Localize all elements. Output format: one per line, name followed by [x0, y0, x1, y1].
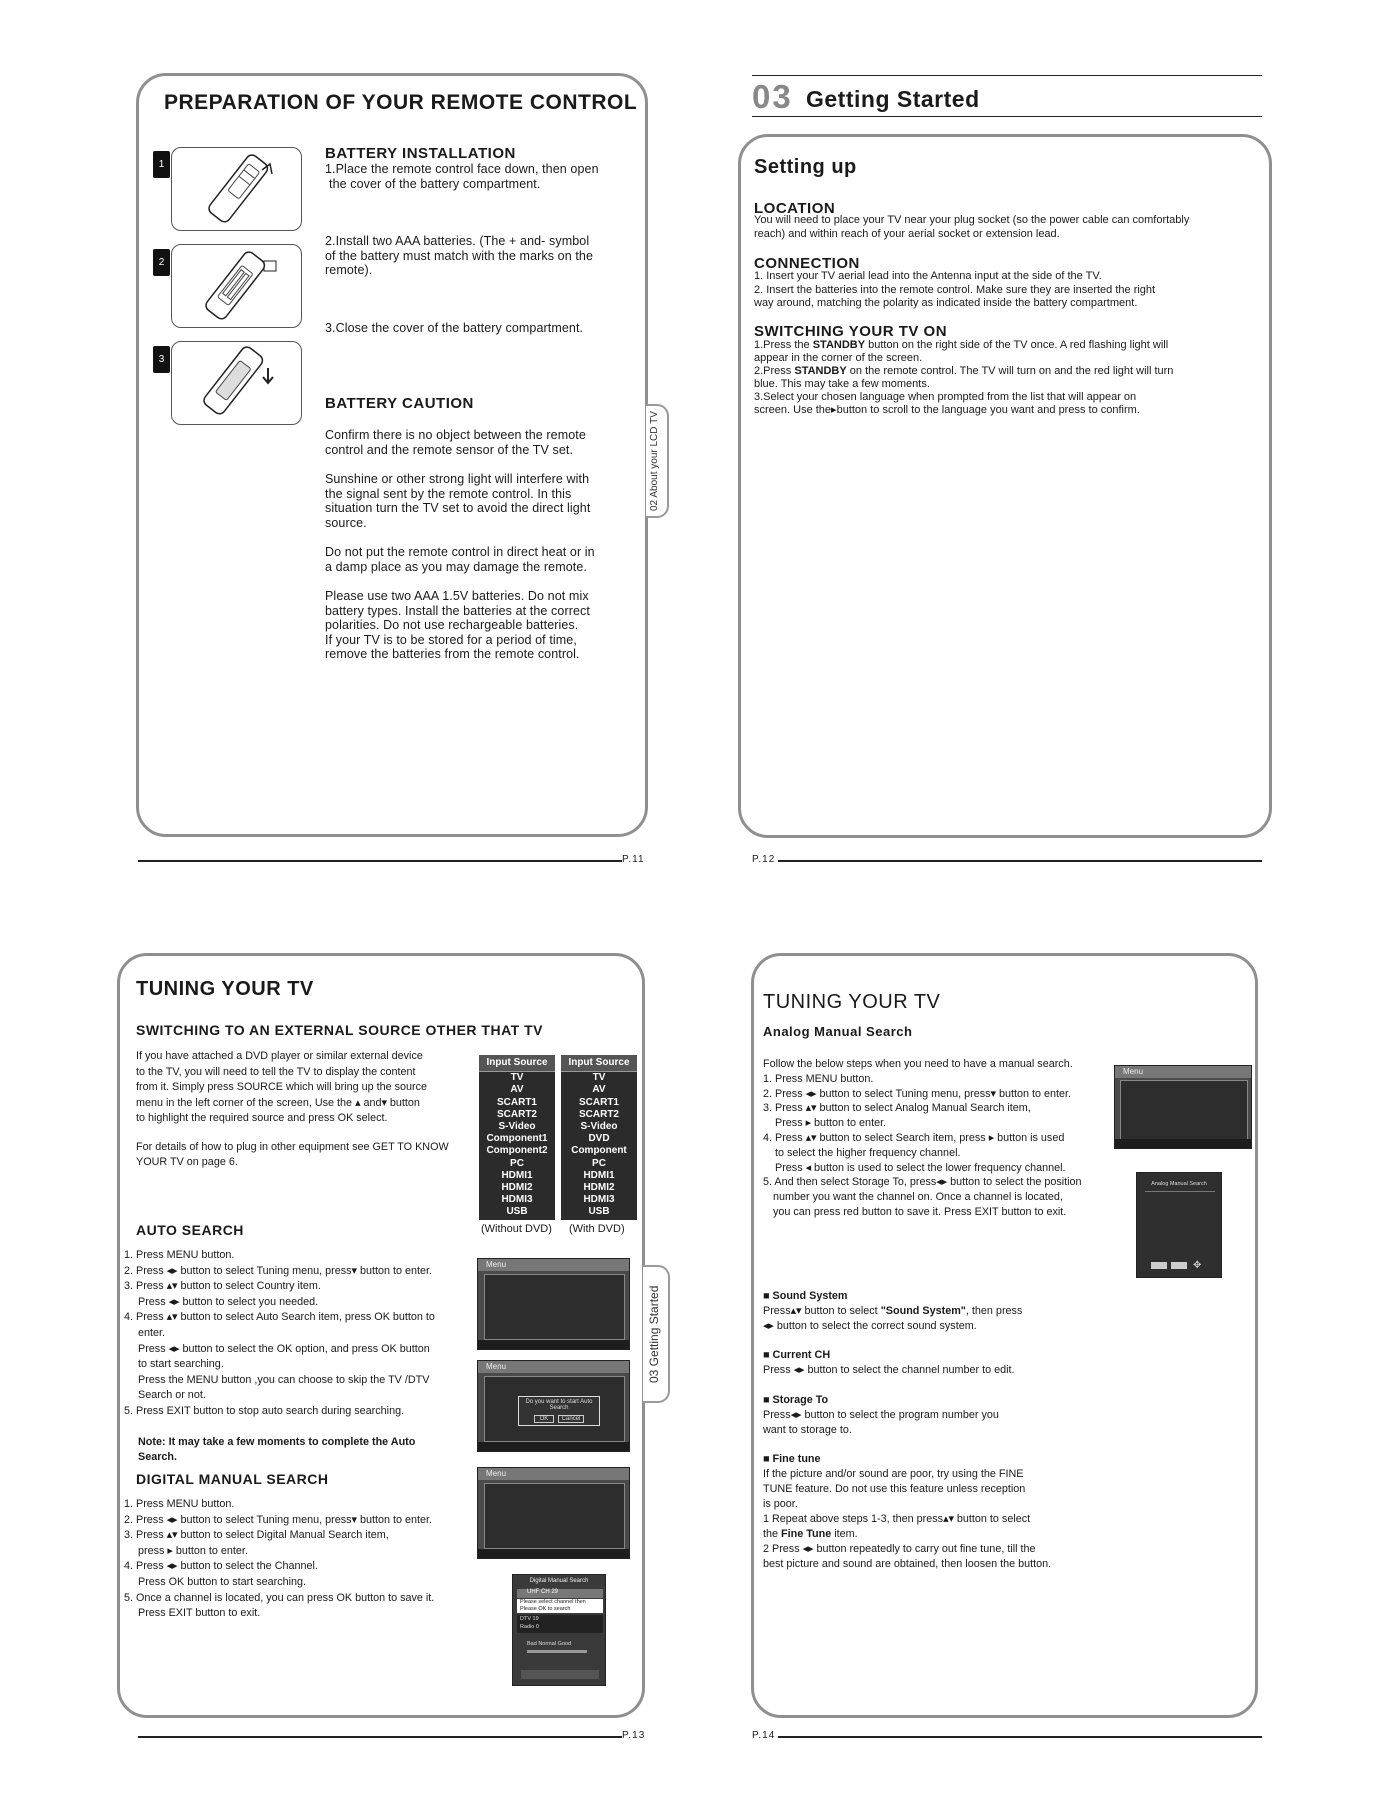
up-down-arrows-icon: ▴▾ — [166, 1529, 178, 1542]
input-source-menu-with-dvd: Input Source TV AV SCART1 SCART2 S-Video DVD Component PC HDMI1 HDMI2 HDMI3 USB — [561, 1055, 637, 1220]
remote-illustration-1 — [171, 147, 302, 231]
step-tag-1: 1 — [153, 151, 170, 178]
tuning-menu-screenshot-2: Menu — [477, 1467, 630, 1559]
input-source-item[interactable]: HDMI2 — [583, 1182, 615, 1194]
left-right-arrows-icon: ◂▸ — [763, 1320, 774, 1332]
page-13-number: P.13 — [622, 1730, 646, 1741]
left-right-arrows-icon: ◂▸ — [166, 1560, 178, 1573]
page-14-footer-rule — [778, 1736, 1262, 1738]
input-source-item[interactable]: Component1 — [486, 1133, 548, 1145]
input-source-item[interactable]: PC — [510, 1157, 524, 1169]
input-source-item[interactable]: S-Video — [498, 1121, 536, 1133]
left-right-arrows-icon: ◂▸ — [168, 1342, 180, 1355]
input-source-item[interactable]: USB — [588, 1206, 610, 1218]
caption-without-dvd: (Without DVD) — [481, 1223, 552, 1235]
up-down-arrows-icon: ▴▾ — [166, 1311, 178, 1324]
connection-heading: CONNECTION — [754, 255, 860, 272]
left-right-arrows-icon: ◂▸ — [790, 1409, 802, 1421]
fine-tune-section: ■ Fine tune If the picture and/or sound are poor, try using the FINE TUNE feature. Do not use this feature unless reception is poor. 1 Repeat above steps 1-3, then press▴▾ button to select the Fine Tune item. 2 Press ◂▸ button repeatedly to carry out fine tune, till the best picture and sound are obtained, then loosen the button. — [763, 1453, 1052, 1570]
down-arrow-icon: ▾ — [990, 1087, 996, 1100]
down-arrow-icon: ▾ — [381, 1096, 387, 1109]
side-tab-label: 02 About your LCD TV — [649, 411, 660, 511]
battery-caution-text: Confirm there is no object between the remote control and the remote sensor of the TV set. Sunshine or other strong light will interfere with the signal sent by the remote control. In this situation turn the TV set to avoid the direct light source. Do not put the remote control in direct heat or in a damp place as you may damage the remote. Please use two AAA 1.5V batteries. Do not mix battery types. Install the batteries at the correct polarities. Do not use rechargeable batteries. If your TV is to be stored for a period of time, remove the batteries from the remote control. — [325, 428, 595, 661]
down-arrow-icon: ▾ — [351, 1264, 357, 1277]
remote-illustration-3 — [171, 341, 302, 425]
left-right-arrows-icon: ◂▸ — [802, 1543, 814, 1555]
input-source-item[interactable]: SCART1 — [496, 1096, 537, 1108]
left-right-arrows-icon: ◂▸ — [793, 1364, 805, 1376]
input-source-item[interactable]: HDMI3 — [583, 1194, 615, 1206]
battery-caution-heading: BATTERY CAUTION — [325, 395, 474, 412]
connection-text: 1. Insert your TV aerial lead into the Antenna input at the side of the TV. 2. Insert the batteries into the remote control. Make sure they are inserted the right way around, matching the polarity as indicated inside the battery compartment. — [754, 270, 1156, 309]
left-right-arrows-icon: ◂▸ — [936, 1176, 948, 1189]
input-source-item[interactable]: Component — [571, 1145, 627, 1157]
left-right-arrows-icon: ◂▸ — [168, 1295, 180, 1308]
left-right-arrows-icon: ◂▸ — [166, 1513, 178, 1526]
location-text: You will need to place your TV near your plug socket (so the power cable can comfortably reach) and within reach of your aerial socket or extension lead. — [754, 214, 1190, 240]
external-source-text: If you have attached a DVD player or similar external device to the TV, you will need to tell the TV to display the content from it. Simply press SOURCE which will bring up the source menu in the left corner of the screen, Use the ▴ and▾ button to highlight the required source and press OK select. For details of how to plug in other equipment see GET TO KNOW YOUR TV on page 6. — [136, 1050, 449, 1168]
left-arrow-icon: ◂ — [805, 1161, 812, 1174]
input-source-menu-without-dvd: Input Source TV AV SCART1 SCART2 S-Video Component1 Component2 PC HDMI1 HDMI2 HDMI3 USB — [479, 1055, 555, 1220]
input-source-item[interactable]: AV — [510, 1084, 524, 1096]
input-source-item[interactable]: HDMI2 — [501, 1182, 533, 1194]
step-tag-3: 3 — [153, 346, 170, 373]
page-12-number: P.12 — [752, 854, 776, 865]
digital-manual-search-screenshot: Digital Manual Search UHF CH 29 Please select channel then Please OK to search DTV 19 Radio 0 Bad Normal Good — [512, 1574, 606, 1686]
remote-icon — [172, 245, 303, 329]
right-arrow-icon: ▸ — [831, 404, 837, 416]
switching-heading: SWITCHING YOUR TV ON — [754, 323, 948, 340]
input-source-item[interactable]: S-Video — [580, 1121, 618, 1133]
input-source-item[interactable]: HDMI3 — [501, 1194, 533, 1206]
current-ch-section: ■ Current CH Press ◂▸ button to select the channel number to edit. — [763, 1349, 1015, 1376]
input-source-item[interactable]: AV — [592, 1084, 606, 1096]
remote-icon — [172, 342, 303, 426]
setting-up-title: Setting up — [754, 156, 857, 178]
auto-search-heading: AUTO SEARCH — [136, 1222, 244, 1238]
input-source-item[interactable]: HDMI1 — [501, 1169, 533, 1181]
right-arrow-icon: ▸ — [805, 1117, 812, 1130]
analog-manual-search-heading: Analog Manual Search — [763, 1024, 913, 1039]
input-source-item[interactable]: TV — [510, 1072, 524, 1084]
analog-manual-search-steps: Follow the below steps when you need to have a manual search. 1. Press MENU button. 2. Press ◂▸ button to select Tuning menu, press▾ button to enter. 3. Press ▴▾ button to select Analog Manual Search item, Press ▸ button to enter. 4. Press ▴▾ button to select Search item, press ▸ button is used to select the higher frequency channel. Press ◂ button is used to select the lower frequency channel. 5. And then select Storage To, press◂▸ button to select the position number you want the channel on. Once a channel is located, you can press red button to save it. Press EXIT button to exit. — [763, 1058, 1082, 1218]
external-source-heading: SWITCHING TO AN EXTERNAL SOURCE OTHER THAT TV — [136, 1022, 543, 1038]
down-arrow-icon: ▾ — [351, 1513, 357, 1526]
input-source-item[interactable]: TV — [592, 1072, 606, 1084]
tuning-menu-screenshot-1: Menu — [477, 1258, 630, 1350]
location-heading: LOCATION — [754, 200, 836, 217]
page-13-footer-rule — [138, 1736, 622, 1738]
up-down-arrows-icon: ▴▾ — [805, 1102, 817, 1115]
digital-manual-search-steps: 1. Press MENU button. 2. Press ◂▸ button to select Tuning menu, press▾ button to enter. 3. Press ▴▾ button to select Digital Manual Search item, press ▸ button to enter. 4. Press ◂▸ button to select the Channel. Press OK button to start searching. 5. Once a channel is located, you can press OK button to save it. Press EXIT button to exit. — [124, 1498, 435, 1620]
page-11-title: PREPARATION OF YOUR REMOTE CONTROL — [164, 91, 638, 114]
right-arrow-icon: ▸ — [167, 1544, 173, 1557]
left-right-arrows-icon: ◂▸ — [805, 1087, 817, 1100]
sound-system-section: ■ Sound System Press▴▾ button to select "Sound System", then press ◂▸ button to select the correct sound system. — [763, 1290, 1023, 1332]
page-12-top-rule — [752, 75, 1262, 76]
side-tab-label: 03 Getting Started — [647, 1285, 661, 1383]
right-arrow-icon: ▸ — [988, 1131, 995, 1144]
page-12-header-rule — [752, 116, 1262, 117]
up-down-arrows-icon: ▴▾ — [805, 1131, 817, 1144]
page-12-footer-rule — [778, 860, 1262, 862]
cancel-option[interactable]: Cancel — [558, 1415, 585, 1423]
analog-menu-screenshot: Menu — [1114, 1065, 1252, 1149]
page-14-title: TUNING YOUR TV — [763, 991, 941, 1013]
input-source-item[interactable]: USB — [506, 1206, 528, 1218]
page-13-title: TUNING YOUR TV — [136, 978, 314, 1000]
digital-manual-search-heading: DIGITAL MANUAL SEARCH — [136, 1471, 329, 1487]
chapter-title: Getting Started — [806, 86, 980, 112]
up-down-arrows-icon: ▴▾ — [943, 1513, 954, 1525]
storage-to-section: ■ Storage To Press◂▸ button to select the program number you want to storage to. — [763, 1394, 999, 1436]
input-source-item[interactable]: SCART1 — [578, 1096, 619, 1108]
auto-search-steps: 1. Press MENU button. 2. Press ◂▸ button to select Tuning menu, press▾ button to enter. 3. Press ▴▾ button to select Country item. Press ◂▸ button to select you needed. 4. Press ▴▾ button to select Auto Search item, press OK button to enter. Press ◂▸ button to select the OK option, and press OK button to start searching. Press the MENU button ,you can choose to skip the TV /DTV Search or not. 5. Press EXIT button to stop auto search during searching. Note: It may take a few moments to complete the Auto Search. — [124, 1249, 435, 1464]
ok-option[interactable]: OK — [534, 1415, 555, 1423]
page-14-number: P.14 — [752, 1730, 776, 1741]
page-11-number: P.11 — [622, 854, 645, 865]
input-source-item[interactable]: PC — [592, 1157, 606, 1169]
switching-text: 1.Press the STANDBY button on the right side of the TV once. A red flashing light will appear in the corner of the screen. 2.Press STANDBY on the remote control. The TV will turn on and the red light will turn blue. This may take a few moments. 3.Select your chosen language when prompted from the list that will appear on screen. Use the▸button to scroll to the language you want and press to confirm. — [754, 339, 1174, 416]
left-right-arrows-icon: ◂▸ — [166, 1264, 178, 1277]
remote-icon — [172, 148, 303, 232]
up-down-arrows-icon: ▴▾ — [166, 1280, 178, 1293]
caption-with-dvd: (With DVD) — [569, 1223, 625, 1235]
input-source-item[interactable]: Component2 — [486, 1145, 548, 1157]
input-source-item[interactable]: SCART2 — [496, 1108, 537, 1120]
analog-manual-search-screenshot: Analog Manual Search ✥ — [1136, 1172, 1222, 1278]
navigation-pad-icon: ✥ — [1193, 1260, 1202, 1271]
auto-search-dialog-screenshot: Menu Do you want to start Auto Search OK Cancel — [477, 1360, 630, 1452]
up-down-arrows-icon: ▴▾ — [790, 1305, 802, 1317]
battery-steps: 1.Place the remote control face down, then open the cover of the battery compartment. 2.Install two AAA batteries. (The + and- symbol of the battery must match with the marks on the remote). 3.Close the cover of the battery compartment. — [325, 162, 599, 335]
step-tag-2: 2 — [153, 249, 170, 276]
remote-illustration-2 — [171, 244, 302, 328]
page-11-footer-rule — [138, 860, 622, 862]
chapter-number: 03 — [752, 78, 793, 115]
input-source-item[interactable]: DVD — [588, 1133, 610, 1145]
up-arrow-icon: ▴ — [355, 1096, 361, 1109]
input-source-item[interactable]: SCART2 — [578, 1108, 619, 1120]
battery-installation-heading: BATTERY INSTALLATION — [325, 145, 516, 162]
input-source-item[interactable]: HDMI1 — [583, 1169, 615, 1181]
